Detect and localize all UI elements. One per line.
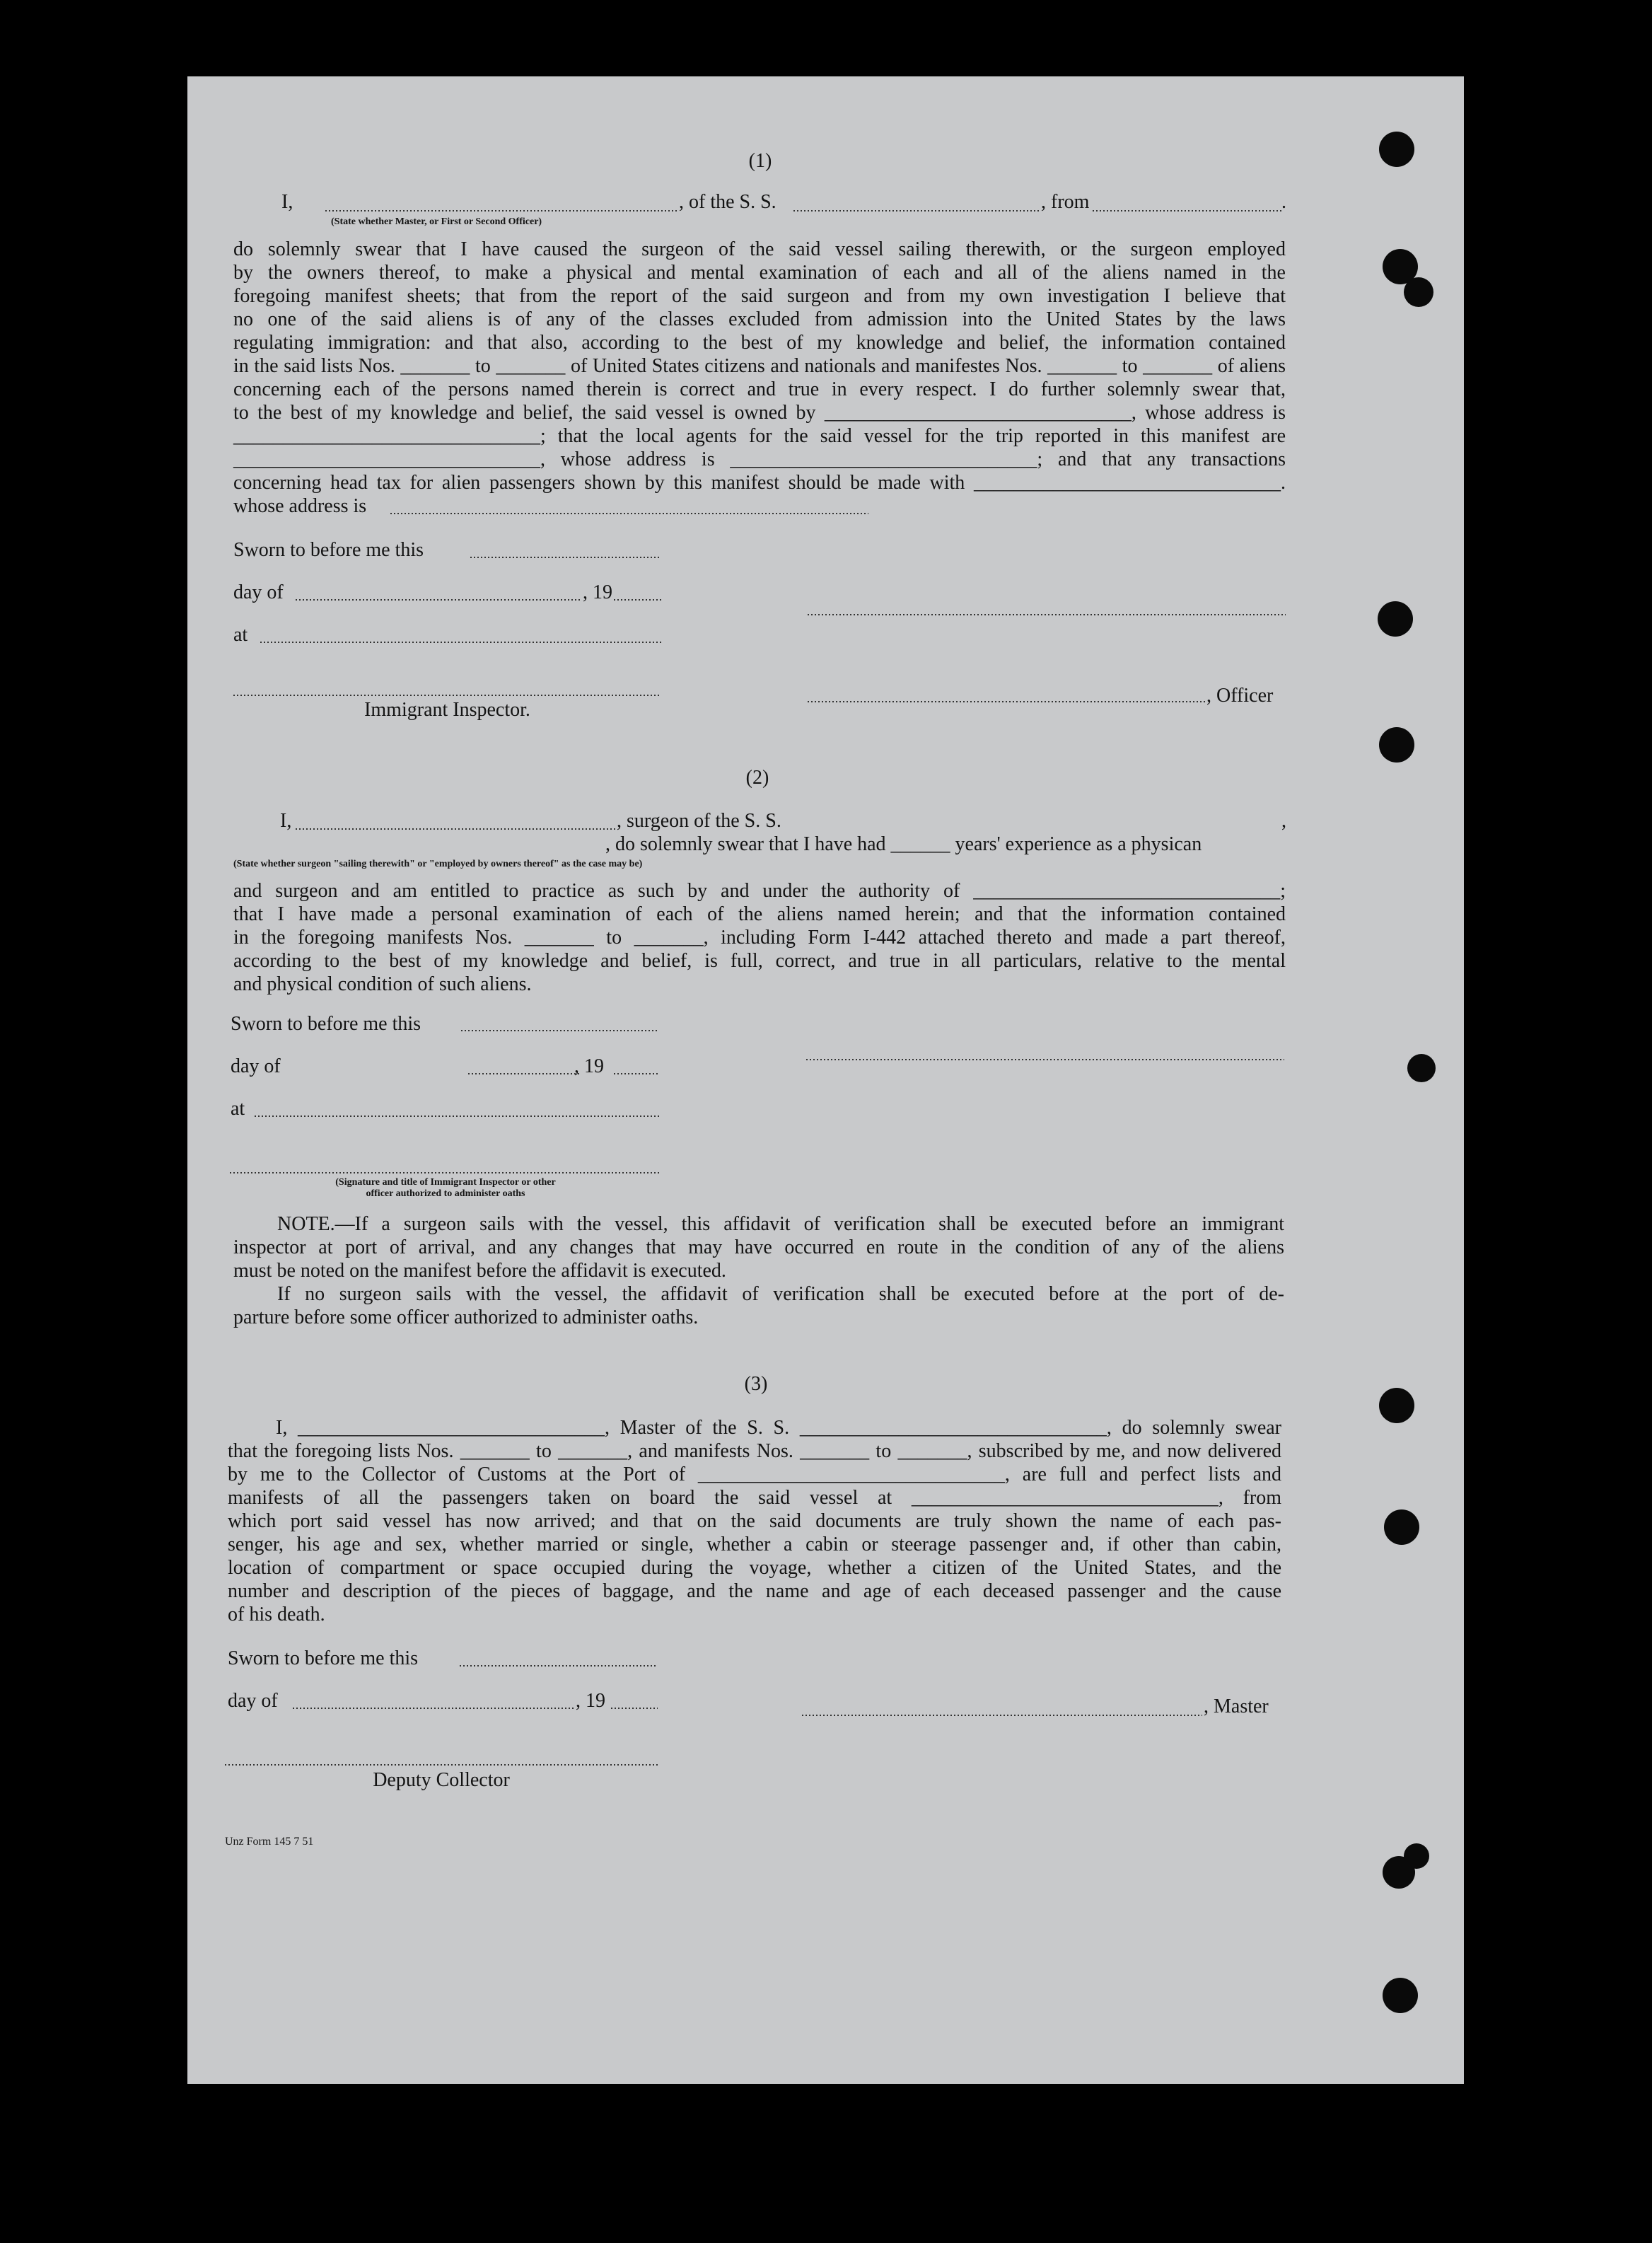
- section-3-line-7: location of compartment or space occupied during the voyage, whether a citizen of the United States, and the: [228, 1557, 1281, 1579]
- master-signature-label: , Master: [1204, 1696, 1269, 1717]
- section-2-surgeon-of: , surgeon of the S. S.: [617, 810, 781, 832]
- signature-caption-line-1: (Signature and title of Immigrant Inspector or other: [335, 1177, 556, 1188]
- note-line-2: inspector at port of arrival, and any changes that may have occurred en route in the condition of any of the aliens: [233, 1236, 1284, 1258]
- section-3-line-6: senger, his age and sex, whether married or single, whether a cabin or steerage passenger and, if other than cabin,: [228, 1534, 1281, 1555]
- section-3-line-3: by me to the Collector of Customs at the Port of _______________________________, are full and perfect lists and: [228, 1464, 1281, 1485]
- section-3-sworn: Sworn to before me this: [228, 1647, 419, 1669]
- section-3-number: (3): [744, 1373, 768, 1395]
- deputy-collector-label: Deputy Collector: [373, 1769, 510, 1791]
- binder-hole: [1404, 277, 1433, 307]
- binder-hole: [1383, 1978, 1418, 2013]
- section-3-line-5: which port said vessel has now arrived; and that on the said documents are truly shown the name of each pas-: [228, 1510, 1281, 1532]
- section-1-of-ss: , of the S. S.: [679, 191, 776, 213]
- binder-hole: [1379, 1388, 1414, 1423]
- section-1-oath-i: I,: [281, 191, 293, 213]
- section-2-year: , 19: [574, 1055, 604, 1077]
- section-2-sworn: Sworn to before me this: [231, 1013, 421, 1035]
- immigrant-inspector-label: Immigrant Inspector.: [364, 699, 530, 721]
- note-line-5: parture before some officer authorized to administer oaths.: [233, 1306, 699, 1328]
- section-3-line-9: of his death.: [228, 1604, 325, 1625]
- form-number: Unz Form 145 7 51: [225, 1836, 314, 1848]
- section-1-line-2: by the owners thereof, to make a physical and mental examination of each and all of the aliens named in the: [233, 262, 1286, 284]
- section-3-line-2: that the foregoing lists Nos. _______ to _______, and manifests Nos. _______ to _______, subscribed by me, and now delivered: [228, 1440, 1281, 1462]
- section-2-at: at: [231, 1098, 245, 1120]
- section-1-line-8: to the best of my knowledge and belief, the said vessel is owned by _______________________________, whose address is: [233, 402, 1286, 424]
- section-1-sworn: Sworn to before me this: [233, 539, 424, 561]
- section-2-line-1: and surgeon and am entitled to practice as such by and under the authority of _______________________________;: [233, 880, 1286, 902]
- binder-hole: [1407, 1054, 1436, 1082]
- surgeon-type-caption: (State whether surgeon "sailing therewith" or "employed by owners thereof" as the case may be): [233, 859, 643, 869]
- binder-hole: [1379, 132, 1414, 167]
- section-1-line-9: _______________________________; that the local agents for the said vessel for the trip reported in this manifest are: [233, 425, 1286, 447]
- section-2-line-5: and physical condition of such aliens.: [233, 973, 532, 995]
- binder-hole: [1378, 601, 1413, 637]
- section-1-period: .: [1281, 191, 1286, 213]
- section-1-day-of: day of: [233, 581, 284, 603]
- section-1-year: , 19: [583, 581, 612, 603]
- section-2-oath-i: I,: [280, 810, 292, 832]
- section-3-line-8: number and description of the pieces of baggage, and the name and age of each deceased passenger and the cause: [228, 1580, 1281, 1602]
- officer-signature-label: , Officer: [1206, 685, 1274, 707]
- section-1-line-12: whose address is: [233, 495, 367, 517]
- section-2-line-2: that I have made a personal examination of each of the aliens named herein; and that the information contained: [233, 903, 1286, 925]
- section-1-line-10: _______________________________, whose address is _______________________________; and that any transactions: [233, 448, 1286, 470]
- section-2-number: (2): [745, 767, 769, 789]
- section-1-line-5: regulating immigration: and that also, according to the best of my knowledge and belief, the information contained: [233, 332, 1286, 354]
- section-1-number: (1): [748, 150, 772, 172]
- signature-caption-line-2: officer authorized to administer oaths: [366, 1188, 525, 1199]
- section-2-line-4: according to the best of my knowledge and belief, is full, correct, and true in all particulars, relative to the mental: [233, 950, 1286, 972]
- binder-hole: [1384, 1509, 1419, 1545]
- section-1-line-3: foregoing manifest sheets; that from the report of the said surgeon and from my own investigation I believe that: [233, 285, 1286, 307]
- section-1-line-4: no one of the said aliens is of any of the classes excluded from admission into the United States by the laws: [233, 308, 1286, 330]
- section-3-year: , 19: [576, 1690, 605, 1712]
- section-3-line-4: manifests of all the passengers taken on board the said vessel at _______________________________, from: [228, 1487, 1281, 1509]
- section-1-from: , from: [1041, 191, 1090, 213]
- note-line-3: must be noted on the manifest before the affidavit is executed.: [233, 1260, 726, 1282]
- binder-hole: [1404, 1843, 1429, 1869]
- section-1-line-6: in the said lists Nos. _______ to _______ of United States citizens and nationals and manifestes Nos. _______ to _______ of aliens: [233, 355, 1286, 377]
- note-line-1: NOTE.—If a surgeon sails with the vessel, this affidavit of verification shall be executed before an immigrant: [277, 1213, 1284, 1235]
- section-1-line-7: concerning each of the persons named therein is correct and true in every respect. I do further solemnly swear that,: [233, 378, 1286, 400]
- section-2-comma: ,: [1281, 810, 1286, 832]
- binder-hole: [1379, 727, 1414, 763]
- section-1-line-1: do solemnly swear that I have caused the surgeon of the said vessel sailing therewith, or the surgeon employed: [233, 238, 1286, 260]
- section-2-line-3: in the foregoing manifests Nos. _______ to _______, including Form I-442 attached thereto and made a part thereof,: [233, 927, 1286, 949]
- section-2-day-of: day of: [231, 1055, 281, 1077]
- section-3-day-of: day of: [228, 1690, 278, 1712]
- section-3-line-1: I, _______________________________, Master of the S. S. _______________________________, do solemnly swear: [276, 1417, 1281, 1439]
- section-2-swear-line: , do solemnly swear that I have had ______ years' experience as a physican: [605, 833, 1202, 855]
- note-line-4: If no surgeon sails with the vessel, the affidavit of verification shall be executed before at the port of de-: [277, 1283, 1284, 1305]
- section-1-line-11: concerning head tax for alien passengers shown by this manifest should be made with _______________________________.: [233, 472, 1286, 494]
- section-1-at: at: [233, 624, 248, 646]
- officer-rank-caption: (State whether Master, or First or Second Officer): [331, 216, 542, 227]
